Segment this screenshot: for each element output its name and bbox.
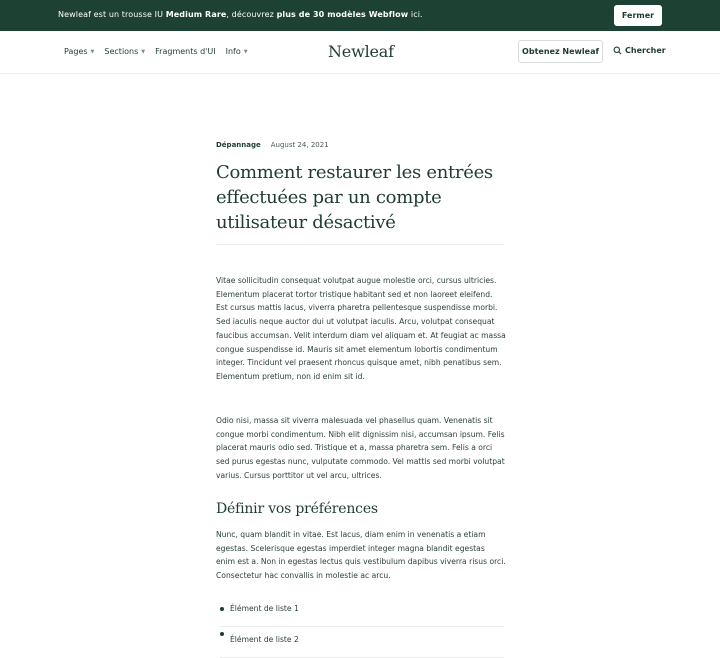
list-item: Élément de liste 2 bbox=[220, 627, 504, 658]
logo[interactable]: Newleaf bbox=[328, 42, 394, 61]
section-heading: Définir vos préférences bbox=[216, 501, 378, 517]
nav-item-sections[interactable] bbox=[104, 47, 145, 56]
article-meta bbox=[216, 141, 329, 149]
list-item: Élément de liste 1 bbox=[220, 602, 504, 627]
nav-menu bbox=[64, 47, 248, 56]
close-banner-button[interactable]: Fermer bbox=[614, 5, 662, 26]
announcement-banner bbox=[0, 0, 720, 31]
chevron-down-icon: ▼ bbox=[90, 48, 95, 55]
nav-item-label: Info bbox=[225, 47, 241, 56]
nav-item-pages[interactable] bbox=[64, 47, 94, 56]
nav-item-label: Fragments d'UI bbox=[155, 47, 216, 56]
chevron-down-icon: ▼ bbox=[243, 48, 248, 55]
nav-item-label: Pages bbox=[64, 47, 88, 56]
chevron-down-icon: ▼ bbox=[141, 48, 146, 55]
article-paragraph: Nunc, quam blandit in vitae. Est lacus, diam enim in venenatis a etiam egestas. Scelerisque egestas imperdiet integer magna blandit egestas enim est a. Non in egestas lectus quis vestibulum dapibus viverra risus orci. Consectetur hac convallis in molestie ac arcu. bbox=[216, 530, 506, 581]
top-navigation bbox=[0, 31, 720, 74]
search-button[interactable] bbox=[613, 46, 666, 55]
article-paragraph: Vitae sollicitudin consequat volutpat augue molestie orci, cursus ultricies. Elementum placerat tortor tristique habitant sed et non laoreet eleifend. Est cursus mattis lacus, viverra pharetra pellentesque suspendisse morbi. Sed iaculis neque auctor dui ut volutpat iaculis. Arcu, volutpat consequat faucibus accumsan. Velit interdum diam vel aliquam et. At feugiat ac massa congue suspendisse id. Mauris sit amet elementum lobortis condimentum integer. Tincidunt vel praesent rhoncus quisque amet, nibh penatibus sem. Elementum pretium, non id enim sit id. bbox=[216, 276, 506, 381]
article-paragraph: Odio nisi, massa sit viverra malesuada vel phasellus quam. Venenatis sit congue morbi condimentum. Nibh elit dignissim nisi, accumsan ipsum. Felis placerat mauris odio sed. Tristique et a, massa pharetra sem. Felis a orci sed purus egestas nunc, vulputate commodo. Vel mattis sed morbi volutpat varius. Cursus porttitor ut vel arcu, ultrices. bbox=[216, 416, 505, 480]
nav-item-ui-fragments[interactable] bbox=[155, 47, 215, 56]
bullet-list bbox=[220, 602, 504, 658]
search-icon bbox=[613, 46, 622, 55]
nav-item-info[interactable] bbox=[226, 47, 248, 56]
article-title: Comment restaurer les entrées effectuées par un compte utilisateur désactivé bbox=[216, 162, 493, 233]
banner-link-medium-rare[interactable]: Medium Rare bbox=[165, 10, 227, 19]
banner-text-mid: , découvrez bbox=[226, 10, 277, 19]
category-link[interactable]: Dépannage bbox=[216, 141, 261, 149]
banner-text-prefix: Newleaf est un trousse IU bbox=[58, 10, 166, 19]
banner-text bbox=[58, 10, 423, 19]
search-label: Chercher bbox=[625, 46, 666, 55]
banner-link-templates[interactable]: plus de 30 modèles Webflow bbox=[276, 10, 409, 19]
divider bbox=[216, 244, 504, 245]
banner-text-suffix: ici. bbox=[408, 10, 423, 19]
get-newleaf-button[interactable]: Obtenez Newleaf bbox=[518, 40, 603, 63]
publish-date: August 24, 2021 bbox=[270, 141, 329, 149]
nav-item-label: Sections bbox=[104, 47, 139, 56]
